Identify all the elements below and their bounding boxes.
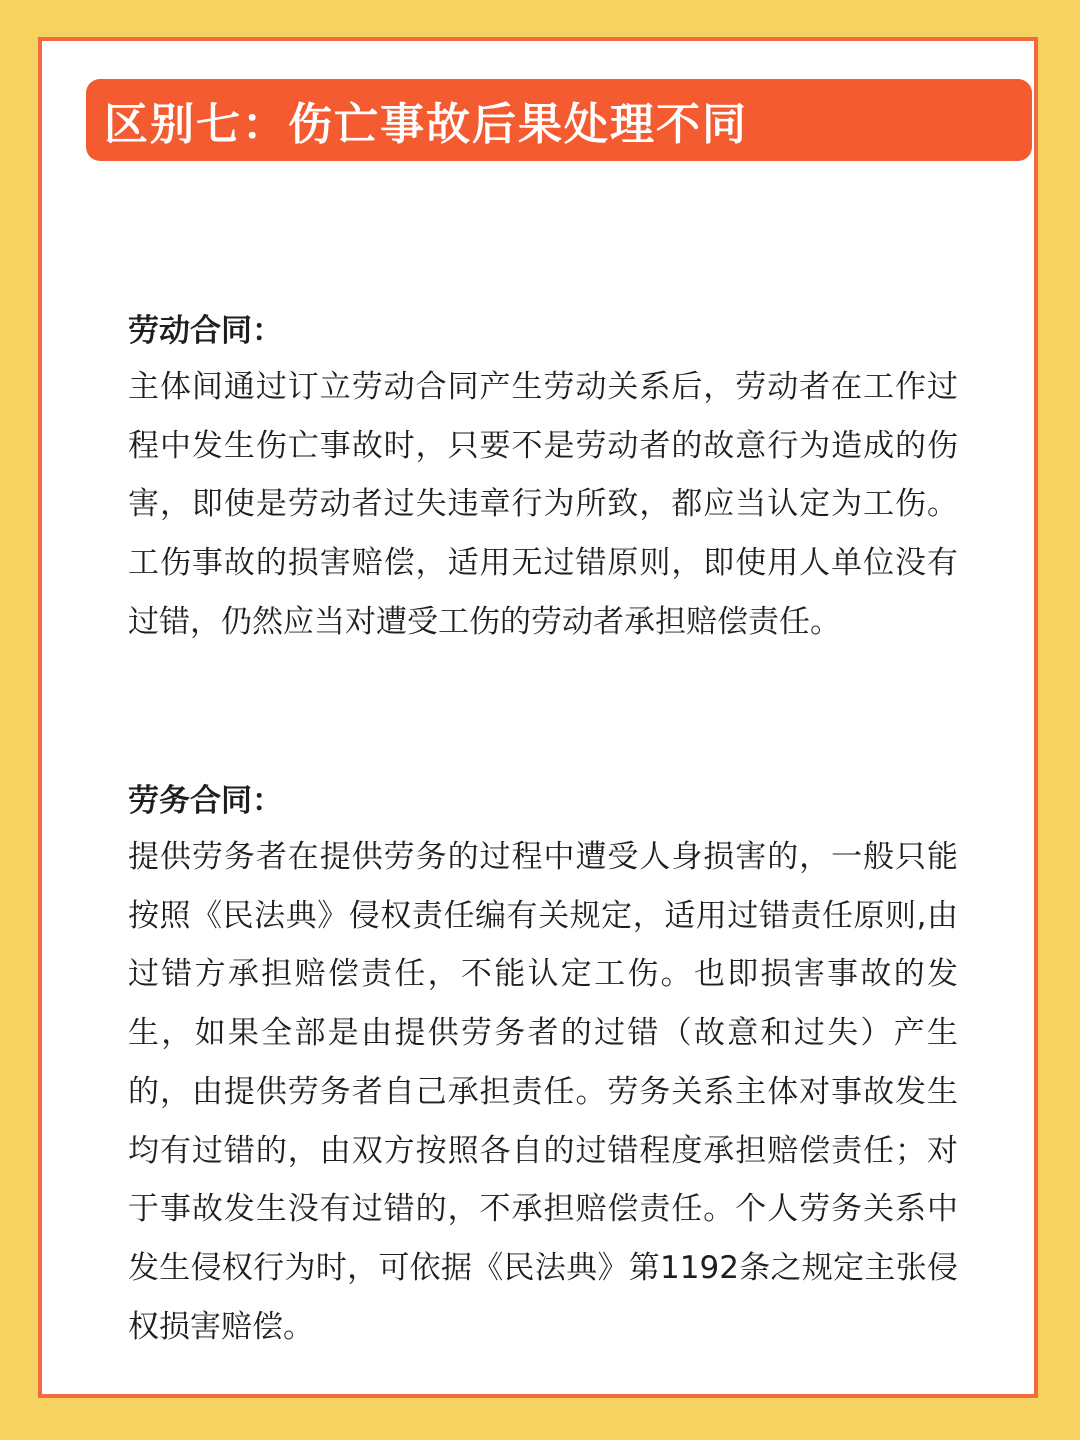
section-labor-contract xyxy=(128,306,958,652)
title-banner xyxy=(86,79,1032,161)
section-body: 主体间通过订立劳动合同产生劳动关系后，劳动者在工作过程中发生伤亡事故时，只要不是劳动者的故意行为造成的伤害，即使是劳动者过失违章行为所致，都应当认定为工伤。工伤事故的损害赔偿，适用无过错原则，即使用人单位没有过错，仍然应当对遭受工伤的劳动者承担赔偿责任。 xyxy=(128,369,958,640)
section-service-contract xyxy=(128,776,958,1356)
page-title: 区别七：伤亡事故后果处理不同 xyxy=(104,99,748,150)
content-card xyxy=(38,37,1038,1398)
section-heading: 劳动合同： xyxy=(128,313,283,349)
section-body: 提供劳务者在提供劳务的过程中遭受人身损害的，一般只能按照《民法典》侵权责任编有关规定，适用过错责任原则,由过错方承担赔偿责任，不能认定工伤。也即损害事故的发生，如果全部是由提供劳务者的过错（故意和过失）产生的，由提供劳务者自己承担责任。劳务关系主体对事故发生均有过错的，由双方按照各自的过错程度承担赔偿责任；对于事故发生没有过错的，不承担赔偿责任。个人劳务关系中发生侵权行为时，可依据《民法典》第1192条之规定主张侵权损害赔偿。 xyxy=(128,839,958,1345)
section-heading: 劳务合同： xyxy=(128,783,283,819)
